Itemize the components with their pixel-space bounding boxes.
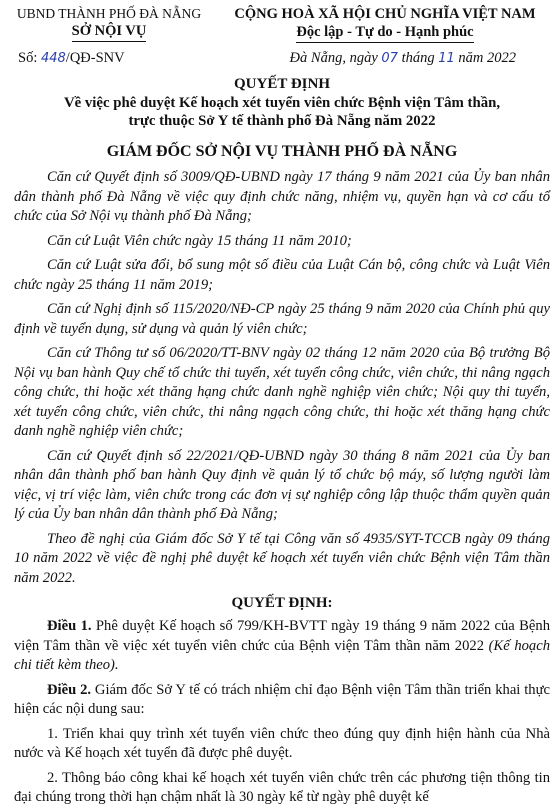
- issuing-agency-block: [14, 6, 204, 43]
- document-header: [14, 6, 550, 43]
- decision-heading: QUYẾT ĐỊNH:: [231, 595, 333, 611]
- date-prefix: Đà Nẵng, ngày: [289, 50, 382, 66]
- issuer-heading: GIÁM ĐỐC SỞ NỘI VỤ THÀNH PHỐ ĐÀ NẴNG: [106, 143, 458, 160]
- article-1: [14, 617, 550, 676]
- ground-paragraph: Căn cứ Luật Viên chức ngày 15 tháng 11 năm 2010;: [47, 232, 352, 249]
- national-title: CỘNG HOÀ XÃ HỘI CHỦ NGHĨA VIỆT NAM: [234, 6, 536, 22]
- document-number: [14, 50, 125, 67]
- article-item: 1. Triển khai quy trình xét tuyển viên chức theo đúng quy định hiện hành của Nhà nước và Kế hoạch xét tuyển đã được phê duyệt.: [14, 725, 550, 761]
- article-label: Điều 2.: [47, 681, 92, 698]
- handwritten-day: 07: [381, 51, 398, 66]
- number-prefix: Số:: [18, 50, 41, 66]
- article-text: Giám đốc Sở Y tế có trách nhiệm chỉ đạo Bệnh viện Tâm thần triển khai thực hiện các nội dung sau:: [14, 681, 550, 717]
- reference-row: [14, 50, 550, 67]
- subject-line: Về việc phê duyệt Kế hoạch xét tuyển viên chức Bệnh viện Tâm thần,: [63, 95, 501, 111]
- national-motto: Độc lập - Tự do - Hạnh phúc: [296, 24, 473, 43]
- ground-paragraph: Căn cứ Nghị định số 115/2020/NĐ-CP ngày 25 tháng 9 năm 2020 của Chính phủ quy định về tuyển dụng, sử dụng và quản lý viên chức;: [14, 301, 550, 337]
- ground-paragraph: Căn cứ Thông tư số 06/2020/TT-BNV ngày 02 tháng 12 năm 2020 của Bộ trưởng Bộ Nội vụ ban hành Quy chế tổ chức thi tuyển, xét tuyển công chức, viên chức, thi nâng ngạch công chức, thi hoặc xét thăng hạng chức danh nghề nghiệp viên chức; Nội quy thi tuyển, xét tuyển công chức, viên chức, thi nâng ngạch công chức, thi hoặc xét thăng hạng chức danh nghề nghiệp viên chức;: [14, 345, 550, 439]
- number-suffix: /QĐ-SNV: [65, 50, 125, 66]
- document-date: [290, 50, 550, 67]
- article-text: Phê duyệt Kế hoạch số 799/KH-BVTT ngày 19 tháng 9 năm 2022 của Bệnh viện Tâm thần về việc xét tuyển viên chức của Bệnh viện Tâm thần năm 2022: [14, 618, 550, 654]
- document-subject: [14, 94, 550, 130]
- ground-paragraph: Căn cứ Luật sửa đổi, bổ sung một số điều của Luật Cán bộ, công chức và Luật Viên chức ngày 25 tháng 11 năm 2019;: [14, 257, 550, 293]
- ground-paragraph: Theo đề nghị của Giám đốc Sở Y tế tại Công văn số 4935/SYT-TCCB ngày 09 tháng 10 năm 2022 về việc đề nghị phê duyệt kế hoạch xét tuyển viên chức Bệnh viện Tâm thần năm 2022.: [14, 530, 550, 586]
- date-year-label: năm 2022: [454, 50, 516, 66]
- handwritten-month: 11: [438, 51, 455, 66]
- article-note: (Kế hoạch chi tiết kèm theo).: [14, 637, 550, 673]
- legal-grounds: [14, 168, 550, 588]
- article-2: [14, 681, 550, 720]
- article-label: Điều 1.: [47, 618, 92, 634]
- ground-paragraph: Căn cứ Quyết định số 3009/QĐ-UBND ngày 17 tháng 9 năm 2021 của Ủy ban nhân dân thành phố Đà Nẵng về việc quy định chức năng, nhiệm vụ, quyền hạn và cơ cấu tổ chức của Sở Nội vụ thành phố Đà Nẵng;: [14, 169, 550, 224]
- handwritten-number: 448: [40, 51, 66, 66]
- subject-line: trực thuộc Sở Y tế thành phố Đà Nẵng năm 2022: [128, 113, 436, 129]
- article-item: 2. Thông báo công khai kế hoạch xét tuyển viên chức trên các phương tiện thông tin đại chúng trong thời hạn chậm nhất là 30 ngày kể từ ngày phê duyệt kế: [14, 769, 550, 805]
- parent-agency: UBND THÀNH PHỐ ĐÀ NẴNG: [16, 6, 202, 21]
- ground-paragraph: Căn cứ Quyết định số 22/2021/QĐ-UBND ngày 30 tháng 8 năm 2021 của Ủy ban nhân dân thành phố ban hành Quy định về quản lý tổ chức bộ máy, số lượng người làm việc, vị trí việc làm, viên chức trong các đơn vị sự nghiệp công lập thuộc thẩm quyền quản lý của Ủy ban nhân dân thành phố Đà Nẵng;: [14, 447, 550, 522]
- document-title: QUYẾT ĐỊNH: [234, 76, 330, 92]
- issuing-department: SỞ NỘI VỤ: [72, 23, 147, 42]
- national-heading-block: [220, 6, 550, 43]
- date-month-label: tháng: [397, 50, 439, 66]
